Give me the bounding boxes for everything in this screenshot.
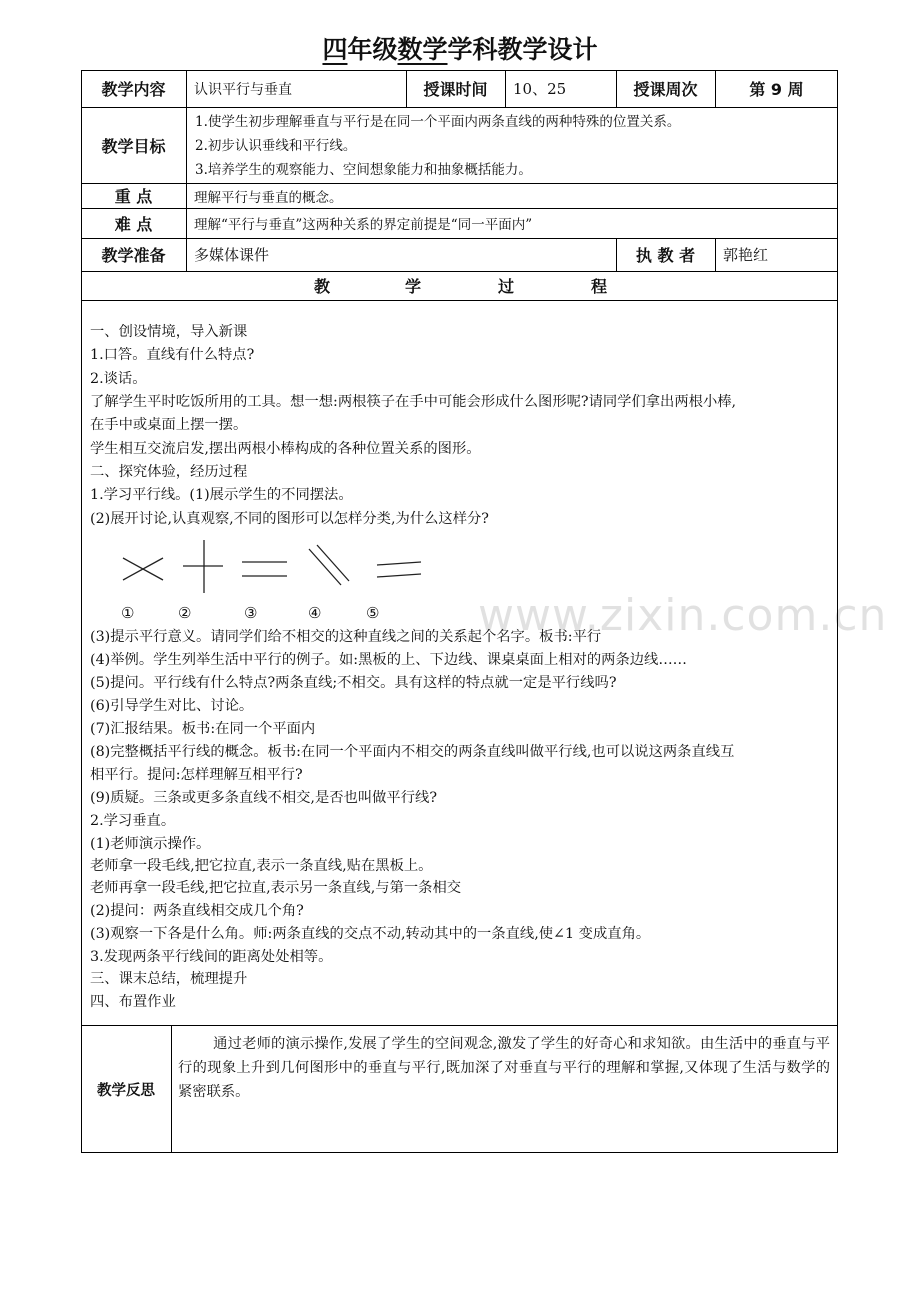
week-label: 授课周次	[633, 80, 698, 99]
title-grade-suffix: 年级	[347, 35, 398, 64]
process-line: 1.学习平行线。(1)展示学生的不同摆法。	[90, 487, 353, 503]
figure-label-1: ①	[121, 604, 135, 622]
goal-item-1: 1.使学生初步理解垂直与平行是在同一个平面内两条直线的两种特殊的位置关系。	[195, 114, 681, 130]
process-line: (7)汇报结果。板书:在同一个平面内	[90, 721, 316, 737]
figure-label-4: ④	[308, 604, 322, 622]
process-line: 2.学习垂直。	[90, 813, 176, 829]
reflection-label: 教学反思	[97, 1082, 155, 1099]
teacher-value: 郭艳红	[723, 246, 769, 264]
process-heading-char: 过	[497, 277, 514, 296]
title-rest: 学科教学设计	[447, 35, 598, 64]
process-line: 学生相互交流启发,摆出两根小棒构成的各种位置关系的图形。	[90, 441, 481, 457]
process-heading-char: 学	[404, 277, 421, 296]
process-line: 2.谈话。	[90, 371, 147, 387]
goals-label: 教学目标	[101, 136, 166, 156]
week-value: 第 9 周	[749, 80, 804, 99]
process-heading-char: 教	[313, 277, 330, 296]
key-point-value: 理解平行与垂直的概念。	[194, 189, 343, 206]
figure-1-intersecting-lines	[123, 558, 163, 580]
process-line: (4)举例。学生列举生活中平行的例子。如:黑板的上、下边线、课桌桌面上相对的两条边线……	[90, 652, 687, 668]
document-title	[0, 30, 920, 66]
goal-item-2: 2.初步认识垂线和平行线。	[195, 138, 357, 154]
process-line: 四、布置作业	[90, 994, 176, 1010]
process-line: (9)质疑。三条或更多条直线不相交,是否也叫做平行线?	[90, 790, 437, 806]
time-label: 授课时间	[423, 80, 488, 99]
goal-item-3: 3.培养学生的观察能力、空间想象能力和抽象概括能力。	[195, 162, 532, 178]
process-line: (2)展开讨论,认真观察,不同的图形可以怎样分类,为什么这样分?	[90, 511, 489, 527]
col-divider	[171, 1025, 172, 1153]
teacher-label: 执 教 者	[635, 246, 696, 265]
process-line: 了解学生平时吃饭所用的工具。想一想:两根筷子在手中可能会形成什么图形呢?请同学们拿出两根小棒,	[90, 394, 737, 410]
time-value: 10、25	[513, 80, 567, 98]
process-line: (1)老师演示操作。	[90, 836, 211, 852]
figure-label-3: ③	[244, 604, 258, 622]
reflection-body: 通过老师的演示操作,发展了学生的空间观念,激发了学生的好奇心和求知欲。由生活中的垂直与平行的现象上升到几何图形中的垂直与平行,既加深了对垂直与平行的理解和掌握,又体现了生活与数学的紧密联系。	[178, 1036, 830, 1100]
process-line: 老师拿一段毛线,把它拉直,表示一条直线,贴在黑板上。	[90, 858, 433, 874]
row-divider	[81, 1025, 838, 1026]
process-line: (5)提问。平行线有什么特点?两条直线;不相交。具有这样的特点就一定是平行线吗?	[90, 675, 617, 691]
process-heading-char: 程	[590, 277, 607, 296]
figure-5-converging-lines	[377, 562, 421, 577]
figure-label-2: ②	[178, 604, 192, 622]
reflection-text	[178, 1032, 830, 1104]
content-label: 教学内容	[101, 80, 166, 99]
row-divider	[81, 271, 838, 272]
difficulty-label: 难 点	[114, 214, 153, 234]
figure-label-5: ⑤	[366, 604, 380, 622]
title-subject: 数学	[397, 35, 448, 64]
row-divider	[81, 300, 838, 301]
figure-2-perpendicular-lines	[183, 540, 223, 593]
process-line: (6)引导学生对比、讨论。	[90, 698, 254, 714]
process-line: 相平行。提问:怎样理解互相平行?	[90, 767, 303, 783]
process-line: 老师再拿一段毛线,把它拉直,表示另一条直线,与第一条相交	[90, 880, 462, 896]
row-divider	[81, 107, 838, 108]
process-line: (2)提问：两条直线相交成几个角?	[90, 903, 304, 919]
line-position-figures	[115, 535, 435, 597]
watermark: www.zixin.com.cn	[478, 590, 888, 641]
difficulty-value: 理解“平行与垂直”这两种关系的界定前提是“同一平面内”	[194, 217, 533, 233]
process-line: (3)观察一下各是什么角。师:两条直线的交点不动,转动其中的一条直线,使∠1 变成直角。	[90, 926, 651, 942]
process-line: 在手中或桌面上摆一摆。	[90, 417, 248, 433]
process-line: 三、课末总结，梳理提升	[90, 971, 248, 987]
prep-value: 多媒体课件	[194, 246, 270, 264]
figure-4-parallel-slanted	[309, 545, 349, 585]
content-value: 认识平行与垂直	[194, 81, 292, 98]
process-line: 二、探究体验，经历过程	[90, 464, 248, 480]
process-line: (8)完整概括平行线的概念。板书:在同一个平面内不相交的两条直线叫做平行线,也可以说这两条直线互	[90, 744, 735, 760]
process-line: (3)提示平行意义。请同学们给不相交的这种直线之间的关系起个名字。板书:平行	[90, 629, 602, 645]
key-point-label: 重 点	[114, 187, 153, 206]
process-line: 3.发现两条平行线间的距离处处相等。	[90, 949, 333, 965]
prep-label: 教学准备	[101, 246, 166, 265]
process-line: 1.口答。直线有什么特点?	[90, 347, 255, 363]
title-grade-number: 四	[322, 35, 348, 64]
figure-3-parallel-horizontal	[242, 562, 287, 576]
process-line: 一、创设情境，导入新课	[90, 324, 248, 340]
